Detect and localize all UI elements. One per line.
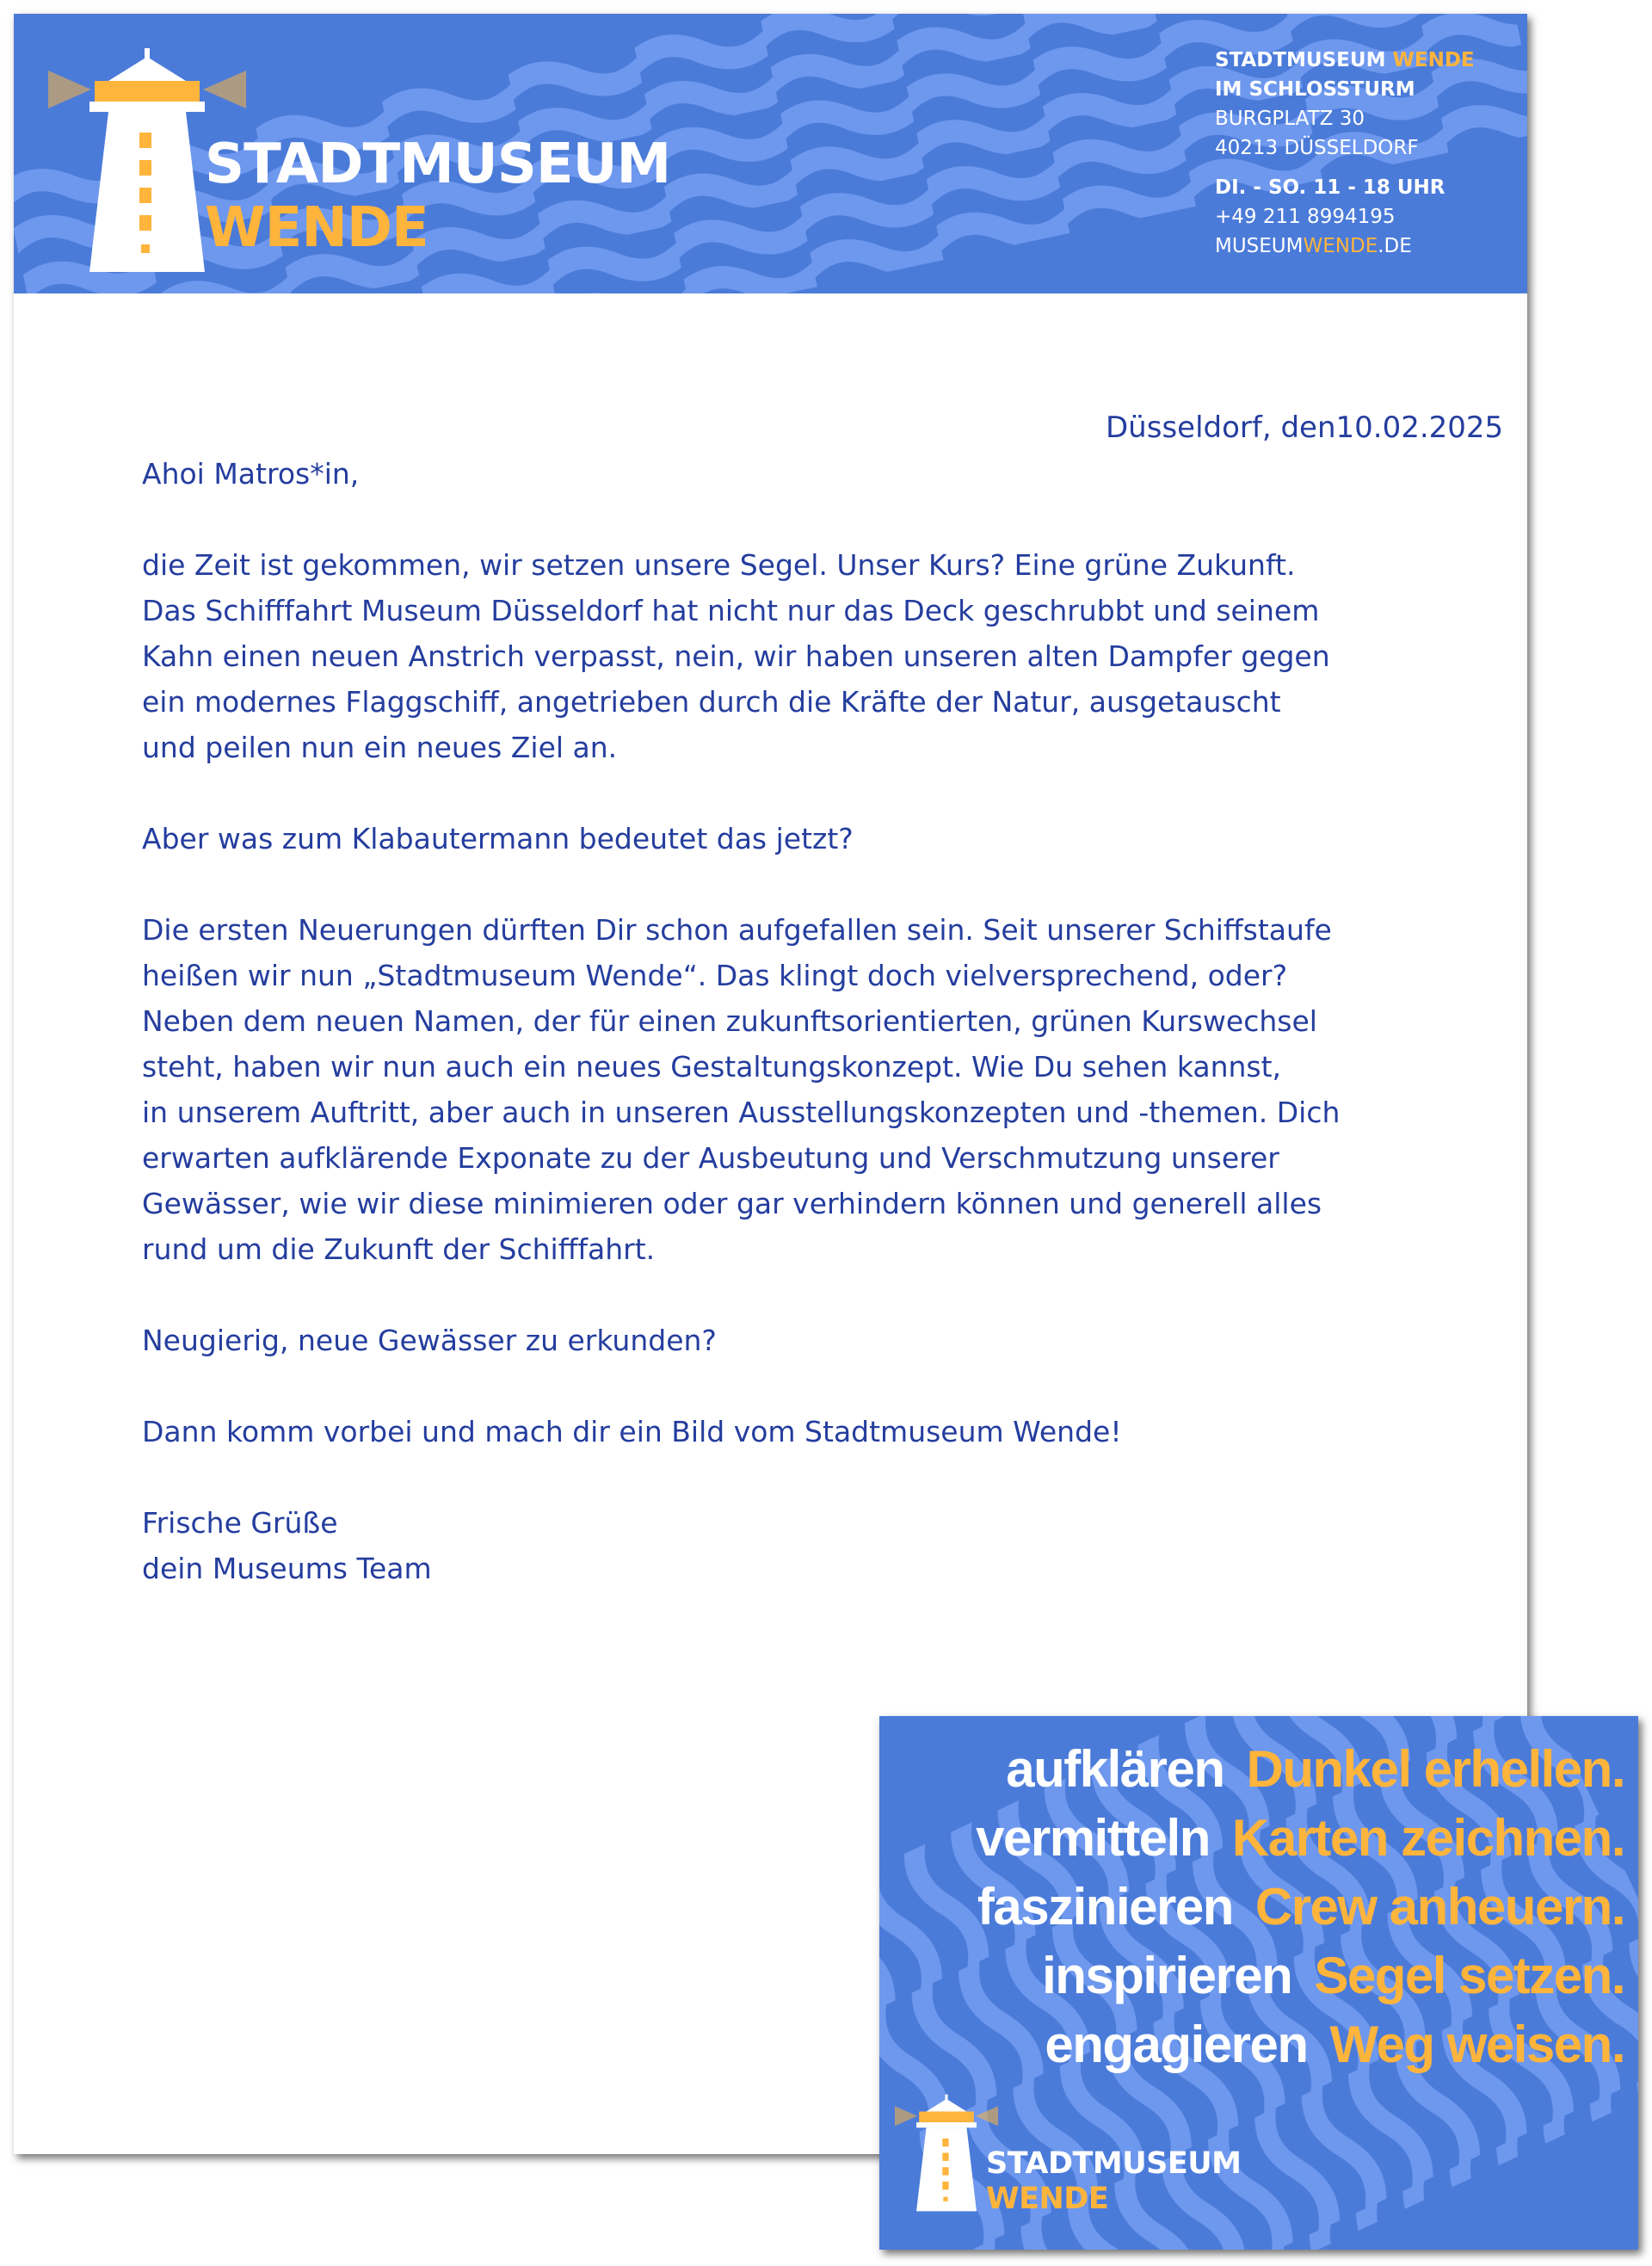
text-line: Neugierig, neue Gewässer zu erkunden? (142, 1324, 717, 1357)
text-line: in unserem Auftritt, aber auch in unseren Ausstellungskonzepten und -themen. Dich (142, 1096, 1341, 1129)
text-line: rund um die Zukunft der Schifffahrt. (142, 1232, 656, 1266)
paragraph-4 (142, 1318, 1415, 1363)
postcard (879, 1716, 1638, 2250)
paragraph-3 (142, 907, 1415, 1272)
text-line: Das Schifffahrt Museum Düsseldorf hat nicht nur das Deck geschrubbt und seinem (142, 594, 1320, 627)
text-line: die Zeit ist gekommen, wir setzen unsere Segel. Unser Kurs? Eine grüne Zukunft. (142, 548, 1296, 582)
paragraph-1 (142, 542, 1415, 770)
text-line: Dann komm vorbei und mach dir ein Bild vom Stadtmuseum Wende! (142, 1415, 1122, 1448)
text-line: ein modernes Flaggschiff, angetrieben durch die Kräfte der Natur, ausgetauscht (142, 685, 1281, 719)
brand-line-1: STADTMUSEUM (986, 2146, 1242, 2181)
text-line: Gewässer, wie wir diese minimieren oder gar verhindern können und generell alles (142, 1187, 1322, 1220)
lighthouse-logo-icon (895, 2090, 998, 2215)
contact-street: BURGPLATZ 30 (1215, 108, 1365, 130)
claim-row: faszinieren Crew anheuern. (977, 1878, 1624, 1936)
text-line: Neben dem neuen Namen, der für einen zukunftsorientierten, grünen Kurswechsel (142, 1004, 1317, 1038)
letterhead-brand (205, 133, 670, 260)
contact-phone: +49 211 8994195 (1215, 206, 1396, 228)
text-line: Kahn einen neuen Anstrich verpasst, nein, wir haben unseren alten Dampfer gegen (142, 639, 1330, 673)
contact-website[interactable]: MUSEUMWENDE.DE (1215, 235, 1412, 257)
contact-name: STADTMUSEUM WENDE (1215, 49, 1475, 71)
text-line: dein Museums Team (142, 1552, 432, 1585)
brand-line-1: STADTMUSEUM (205, 133, 671, 196)
claim-row: vermitteln Karten zeichnen. (976, 1809, 1624, 1867)
paragraph-5 (142, 1409, 1415, 1454)
contact-block (1215, 46, 1516, 261)
text-line: Aber was zum Klabautermann bedeutet das jetzt? (142, 822, 854, 855)
letter-closing (142, 1500, 1415, 1591)
text-line: Frische Grüße (142, 1506, 338, 1540)
brand-line-2: WENDE (205, 196, 428, 260)
text-line: erwarten aufklärende Exponate zu der Ausbeutung und Verschmutzung unserer (142, 1141, 1279, 1175)
text-line: heißen wir nun „Stadtmuseum Wende“. Das klingt doch vielversprechend, oder? (142, 959, 1288, 992)
text-line: und peilen nun ein neues Ziel an. (142, 731, 618, 764)
letterhead (14, 14, 1527, 293)
letter-salutation: Ahoi Matros*in, (142, 457, 360, 491)
claim-row: engagieren Weg weisen. (1045, 2016, 1624, 2073)
opening-hours: DI. - SO. 11 - 18 UHR (1215, 176, 1446, 199)
text-line: steht, haben wir nun auch ein neues Gestaltungskonzept. Wie Du sehen kannst, (142, 1050, 1282, 1084)
text-line: Die ersten Neuerungen dürften Dir schon aufgefallen sein. Seit unserer Schiffstaufe (142, 913, 1332, 947)
brand-line-2: WENDE (986, 2182, 1109, 2216)
paragraph-2 (142, 816, 1415, 861)
claims-list (976, 1735, 1624, 2079)
contact-subtitle: IM SCHLOSSTURM (1215, 78, 1415, 101)
postcard-brand (986, 2146, 1242, 2217)
letter-date: Düsseldorf, den10.02.2025 (1106, 411, 1504, 445)
claim-row: inspirieren Segel setzen. (1042, 1947, 1624, 2004)
claim-row: aufklären Dunkel erhellen. (1006, 1740, 1624, 1798)
contact-city: 40213 DÜSSELDORF (1215, 137, 1419, 159)
